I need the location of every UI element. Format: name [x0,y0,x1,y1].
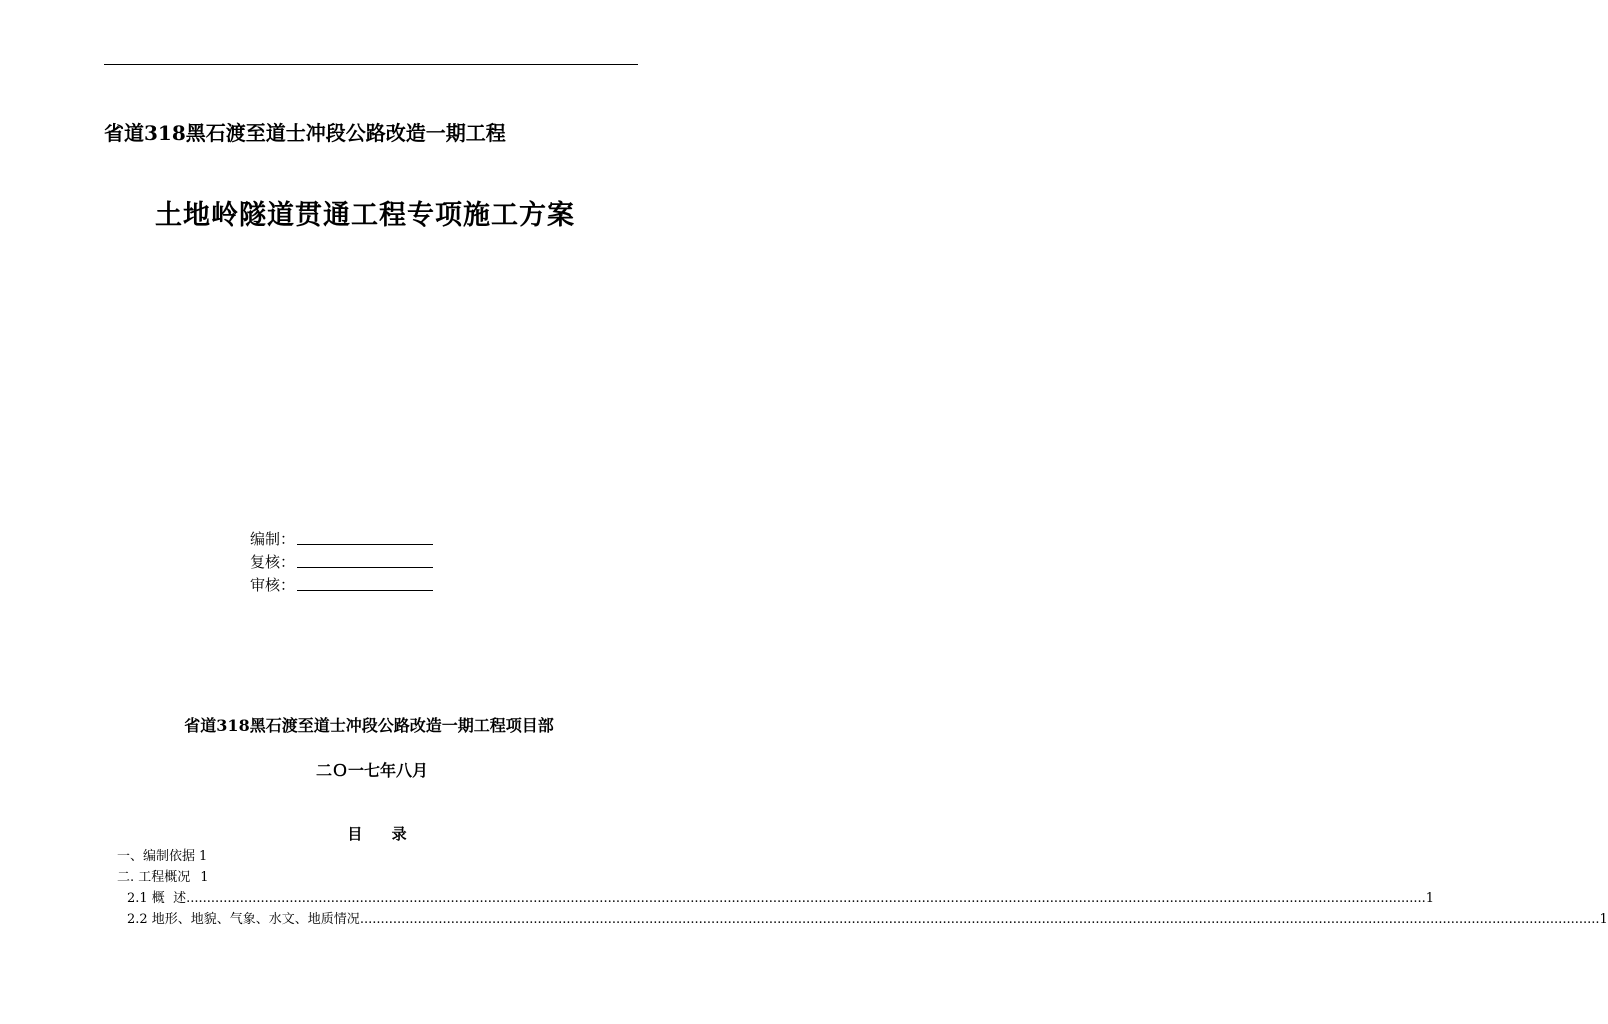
toc-title: 目 录 [347,825,407,843]
toc-item-page: 1 [1425,891,1435,906]
toc-leader-dots: ............................................................................................................................................................................................................................................................................................................ [186,891,1426,906]
signoff-row-compiled [250,526,450,549]
toc-item-page: 1 [200,870,209,885]
signature-line [297,566,433,568]
toc-item[interactable] [117,888,1435,909]
toc-item[interactable] [117,909,1608,930]
signoff-label: 审核： [250,576,296,594]
toc-item-text: 2.1 概 述 [127,891,187,906]
signoff-block [250,526,450,595]
issue-date: 二Ｏ一七年八月 [315,761,428,780]
signoff-row-audited [250,572,450,595]
toc-item-page: 1 [199,849,208,864]
toc-item-text: 2.2 地形、地貌、气象、水文、地质情况 [127,912,360,927]
toc-item-text: 一、编制依据 [117,849,196,864]
signature-line [297,543,433,545]
plan-title: 土地岭隧道贯通工程专项施工方案 [155,200,575,231]
department-name: 省道318黑石渡至道士冲段公路改造一期工程项目部 [184,716,554,735]
project-title: 省道318黑石渡至道士冲段公路改造一期工程 [104,121,506,145]
signoff-label: 复核： [250,553,296,571]
toc-item-page: 1 [1599,912,1608,927]
toc-leader-dots: ............................................................................................................................................................................................................................................................................................................ [359,912,1600,927]
toc-item-text: 二. 工程概况 [117,870,191,885]
signoff-label: 编制： [250,530,296,548]
toc-item[interactable] [117,867,639,888]
signature-line [297,589,433,591]
table-of-contents [117,846,1608,930]
toc-item[interactable] [117,846,639,867]
signoff-row-reviewed [250,549,450,572]
header-rule [104,64,638,65]
